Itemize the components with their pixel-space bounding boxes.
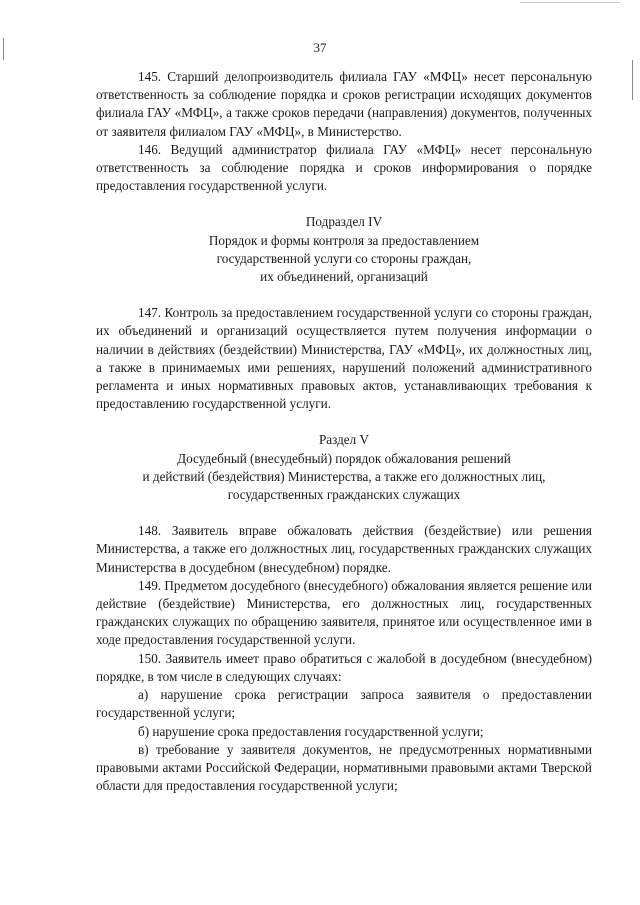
heading-line: государственной услуги со стороны граждан,: [216, 250, 472, 266]
heading-line: Порядок и формы контроля за предоставлением: [208, 232, 480, 248]
paragraph-150: 150. Заявитель имеет право обратиться с жалобой в досудебном (внесудебном) порядке, в том числе в следующих случаях:: [96, 650, 592, 684]
paragraph-150-b: б) нарушение срока предоставления государственной услуги;: [138, 723, 484, 739]
paragraph-146: 146. Ведущий администратор филиала ГАУ «МФЦ» несет персональную ответственность за соблюдение порядка и сроков информирования о порядке предоставления государственной услуги.: [96, 141, 592, 194]
heading-line: государственных гражданских служащих: [227, 487, 461, 503]
heading-line: Подраздел IV: [305, 214, 383, 230]
document-body: [96, 68, 592, 795]
paragraph-147: 147. Контроль за предоставлением государственной услуги со стороны граждан, их объединений и организаций осуществляется путем получения информации о наличии в действиях (бездействии) Министерства, ГАУ «МФЦ», их должностных лиц, а также в принимаемых ими решениях, нарушений положений административного регламента и иных нормативных правовых актов, устанавливающих требования к предоставлению государственной услуги.: [96, 305, 592, 412]
section-v-heading: [96, 431, 592, 504]
subsection-iv-heading: [96, 213, 592, 286]
page-number: 37: [313, 40, 327, 55]
heading-line: их объединений, организаций: [260, 269, 428, 285]
paragraph-150-v: в) требование у заявителя документов, не предусмотренных нормативными правовыми актами Российской Федерации, нормативными правовыми актами Тверской области для предоставления государственной услуги;: [96, 741, 592, 794]
heading-line: Досудебный (внесудебный) порядок обжалования решений: [177, 450, 511, 466]
scan-mark-right: [632, 60, 633, 100]
paragraph-145: 145. Старший делопроизводитель филиала ГАУ «МФЦ» несет персональную ответственность за соблюдение порядка и сроков регистрации исходящих документов филиала ГАУ «МФЦ», а также сроков передачи (направления) документов, полученных от заявителя филиалом ГАУ «МФЦ», в Министерство.: [96, 69, 592, 139]
scan-mark-top: [520, 2, 620, 3]
heading-line: и действий (бездействия) Министерства, а также его должностных лиц,: [142, 468, 546, 484]
paragraph-150-a: а) нарушение срока регистрации запроса заявителя о предоставлении государственной услуги;: [96, 687, 592, 721]
paragraph-149: 149. Предметом досудебного (внесудебного) обжалования является решение или действие (бездействие) Министерства, его должностных лиц, государственных гражданских служащих по обращению заявителя, принятое или осуществленное ими в ходе предоставления государственной услуги.: [96, 577, 592, 648]
paragraph-148: 148. Заявитель вправе обжаловать действия (бездействие) или решения Министерства, а также его должностных лиц, государственных гражданских служащих Министерства в досудебном (внесудебном) порядке.: [96, 523, 592, 575]
heading-line: Раздел V: [318, 432, 370, 448]
